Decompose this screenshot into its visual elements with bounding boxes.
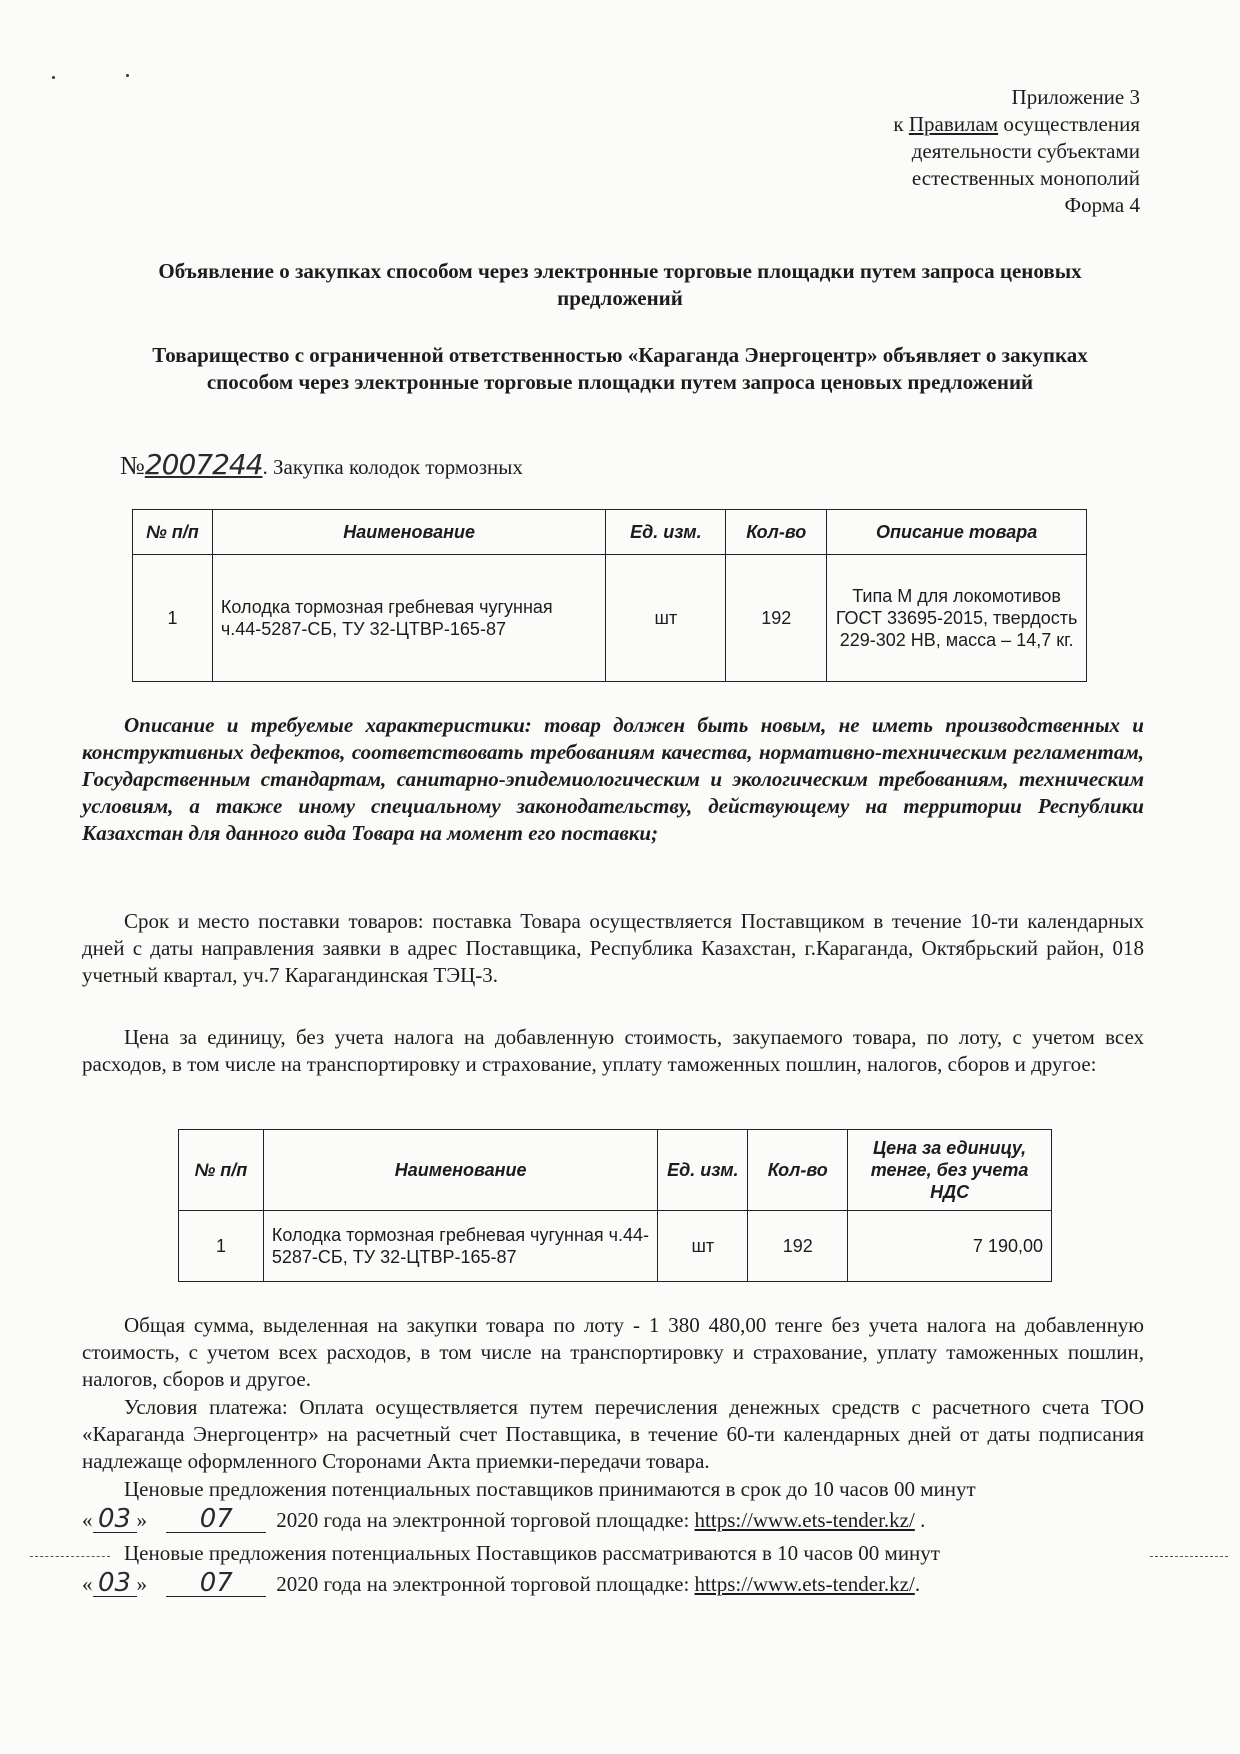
quote-open: «	[82, 1508, 93, 1532]
column-header: Ед. изм.	[658, 1130, 748, 1211]
cell-unit: шт	[658, 1211, 748, 1282]
quote-close: »	[136, 1508, 147, 1532]
table-header-row	[179, 1130, 1052, 1211]
date-line-text: 2020 года на электронной торговой площадке:	[276, 1572, 695, 1596]
requirements-paragraph	[82, 712, 1144, 847]
appendix-header	[780, 84, 1140, 219]
delivery-text: Срок и место поставки товаров: поставка Товара осуществляется Поставщиком в течение 10-ти календарных дней с даты направления заявки в адрес Поставщика, Республика Казахстан, г.Караганда, Октябрьский район, 018 учетный квартал, уч.7 Карагандинская ТЭЦ-3.	[82, 909, 1144, 987]
column-header: Кол-во	[726, 510, 827, 555]
column-header: Наименование	[263, 1130, 657, 1211]
total-sum-paragraph	[82, 1312, 1144, 1393]
requirements-text: Описание и требуемые характеристики: товар должен быть новым, не иметь производственных и конструктивных дефектов, соответствовать требованиям качества, нормативно-техническим регламентам, Государственным стандартам, санитарно-эпидемиологическим и экологическим требованиям, техническим условиям, а также иному специальному законодательству, действующему на территории Республики Казахстан для данного вида Товара на момент его поставки;	[82, 713, 1144, 845]
appendix-line	[780, 111, 1140, 138]
offers-review-date-line	[82, 1570, 1144, 1598]
line-end: .	[914, 1508, 926, 1532]
day-handwritten: 03	[93, 1570, 137, 1597]
appendix-line: деятельности субъектами	[911, 139, 1140, 163]
cell-description: Типа М для локомотивов ГОСТ 33695-2015, твердость 229-302 НВ, масса – 14,7 кг.	[827, 555, 1087, 682]
appendix-line: Приложение 3	[1011, 85, 1140, 109]
ets-tender-link[interactable]: https://www.ets-tender.kz/	[694, 1572, 915, 1596]
table-header-row	[133, 510, 1087, 555]
scan-speck	[126, 74, 129, 77]
column-header: Описание товара	[827, 510, 1087, 555]
offers-accept-line: Ценовые предложения потенциальных поставщиков принимаются в срок до 10 часов 00 минут	[124, 1477, 976, 1501]
delivery-paragraph	[82, 908, 1144, 989]
price-intro-paragraph	[82, 1024, 1144, 1078]
cell-unit: шт	[606, 555, 726, 682]
organization-announcement: Товарищество с ограниченной ответственностью «Караганда Энергоцентр» объявляет о закупках способом через электронные торговые площадки путем запроса ценовых предложений	[152, 343, 1088, 394]
scan-speck	[52, 76, 55, 79]
goods-table	[132, 509, 1087, 682]
payment-paragraph	[82, 1394, 1144, 1475]
month-handwritten: 07	[166, 1506, 266, 1533]
cell-qty: 192	[748, 1211, 848, 1282]
line-end: .	[914, 1572, 921, 1596]
table-row	[133, 555, 1087, 682]
offers-review-line: Ценовые предложения потенциальных Поставщиков рассматриваются в 10 часов 00 минут	[124, 1541, 940, 1565]
column-header: № п/п	[179, 1130, 264, 1211]
month-handwritten: 07	[166, 1570, 266, 1597]
appendix-suffix: осуществления	[998, 112, 1140, 136]
column-header: № п/п	[133, 510, 213, 555]
lot-line	[120, 448, 523, 481]
cell-num: 1	[133, 555, 213, 682]
rules-link[interactable]: Правилам	[908, 112, 999, 136]
scan-dash-line	[1150, 1556, 1228, 1557]
offers-accept-date-line	[82, 1506, 1144, 1534]
quote-close: »	[136, 1572, 147, 1596]
cell-num: 1	[179, 1211, 264, 1282]
number-sign: №	[120, 451, 145, 480]
appendix-line: естественных монополий	[911, 166, 1140, 190]
table-row	[179, 1211, 1052, 1282]
ets-tender-link[interactable]: https://www.ets-tender.kz/	[694, 1508, 915, 1532]
column-header: Ед. изм.	[606, 510, 726, 555]
column-header: Цена за единицу, тенге, без учета НДС	[848, 1130, 1052, 1211]
scan-dash-line	[30, 1556, 110, 1557]
column-header: Кол-во	[748, 1130, 848, 1211]
cell-qty: 192	[726, 555, 827, 682]
form-number: Форма 4	[1064, 193, 1140, 217]
appendix-prefix: к	[893, 112, 909, 136]
column-header: Наименование	[212, 510, 606, 555]
cell-name: Колодка тормозная гребневая чугунная ч.44-5287-СБ, ТУ 32-ЦТВР-165-87	[212, 555, 606, 682]
document-title: Объявление о закупках способом через электронные торговые площадки путем запроса ценовых предложений	[158, 259, 1082, 310]
cell-name: Колодка тормозная гребневая чугунная ч.44-5287-СБ, ТУ 32-ЦТВР-165-87	[263, 1211, 657, 1282]
quote-open: «	[82, 1572, 93, 1596]
day-handwritten: 03	[93, 1506, 137, 1533]
cell-price: 7 190,00	[848, 1211, 1052, 1282]
lot-number-handwritten: 2007244	[144, 448, 263, 481]
total-sum-text: Общая сумма, выделенная на закупки товара по лоту - 1 380 480,00 тенге без учета налога на добавленную стоимость, с учетом всех расходов, в том числе на транспортировку и страхование, уплату таможенных пошлин, налогов, сборов и другое.	[82, 1313, 1144, 1391]
date-line-text: 2020 года на электронной торговой площадке:	[276, 1508, 695, 1532]
price-table	[178, 1129, 1052, 1282]
lot-title: . Закупка колодок тормозных	[262, 455, 523, 479]
price-intro-text: Цена за единицу, без учета налога на добавленную стоимость, закупаемого товара, по лоту, с учетом всех расходов, в том числе на транспортировку и страхование, уплату таможенных пошлин, налогов, сборов и другое:	[82, 1025, 1144, 1076]
payment-text: Условия платежа: Оплата осуществляется путем перечисления денежных средств с расчетного счета ТОО «Караганда Энергоцентр» на расчетный счет Поставщика, в течение 60-ти календарных дней от даты подписания надлежаще оформленного Сторонами Акта приемки-передачи товара.	[82, 1395, 1144, 1473]
